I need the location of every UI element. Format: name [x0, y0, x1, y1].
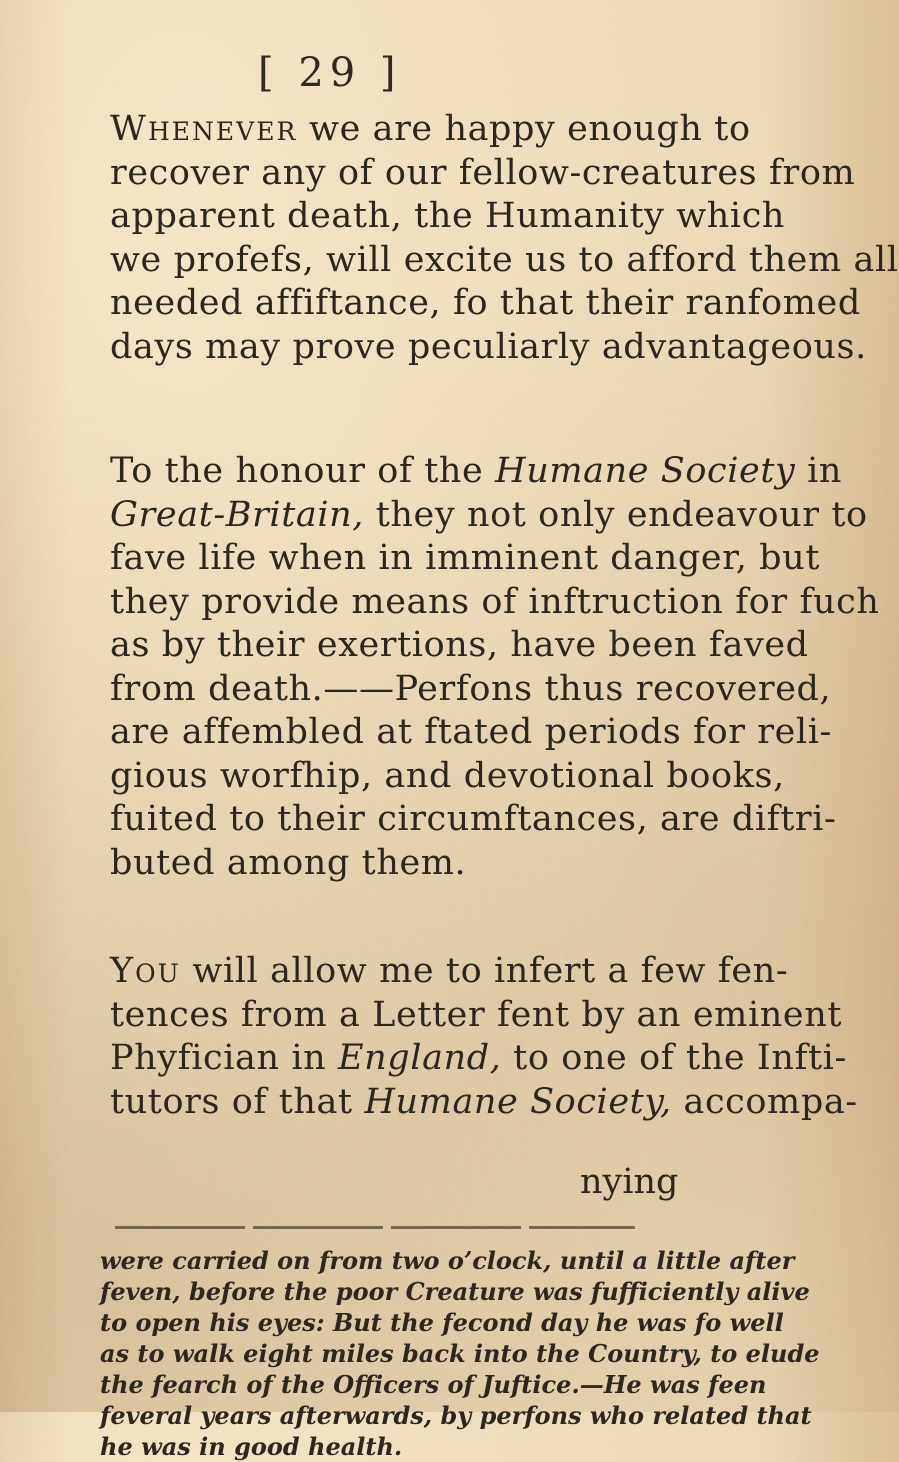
text-line: Great-Britain, they not only endeavour to: [110, 494, 868, 535]
text-line: tutors of that Humane Society, accompa-: [110, 1081, 858, 1122]
footnote-line: feven, before the poor Creature was fufficiently alive: [100, 1277, 810, 1306]
page-number: [ 29 ]: [258, 50, 402, 96]
text-line: days may prove peculiarly advantageous.: [110, 326, 867, 367]
text-line: as by their exertions, have been faved: [110, 625, 809, 665]
text-line: You will allow me to infert a few fen-: [110, 951, 789, 991]
text-line: Whenever we are happy enough to: [110, 109, 751, 149]
footnote-line: he was in good health.: [100, 1432, 403, 1461]
text-line: To the honour of the Humane Society in: [110, 451, 843, 491]
footnote-line: the fearch of the Officers of Juftice.—He was feen: [100, 1370, 767, 1399]
paragraph-3: [110, 950, 858, 1124]
text-line: buted among them.: [110, 842, 467, 883]
italic-phrase: England,: [338, 1038, 502, 1078]
text-line: we profefs, will excite us to afford them all: [110, 239, 899, 280]
italic-phrase: Humane Society,: [364, 1081, 672, 1122]
text-line: apparent death, the Humanity which: [110, 196, 786, 236]
text-line: are affembled at ftated periods for reli-: [110, 712, 832, 752]
text-line: fave life when in imminent danger, but: [110, 538, 820, 578]
footnote: [100, 1245, 820, 1462]
catchword: nying: [580, 1162, 679, 1202]
paragraph-1: [110, 108, 899, 369]
text-line: from death.——Perfons thus recovered,: [110, 668, 832, 709]
drop-word: You: [110, 951, 181, 991]
italic-phrase: Humane Society: [495, 451, 796, 491]
text-line: fuited to their circumftances, are diftri-: [110, 799, 837, 839]
text-line: recover any of our fellow-creatures from: [110, 152, 856, 193]
paragraph-2: [110, 450, 880, 885]
footnote-line: were carried on from two o’clock, until a little after: [100, 1246, 795, 1275]
text-line: gious worfhip, and devotional books,: [110, 755, 785, 796]
drop-word: Whenever: [110, 109, 298, 149]
italic-phrase: Great-Britain,: [110, 494, 364, 535]
text-line: Phyfician in England, to one of the Infti-: [110, 1038, 847, 1078]
footnote-line: feveral years afterwards, by perfons who related that: [100, 1401, 812, 1430]
footnote-rule: [115, 1226, 635, 1229]
text-line: they provide means of inftruction for fuch: [110, 581, 880, 622]
text-line: needed affiftance, fo that their ranfomed: [110, 283, 861, 323]
footnote-line: as to walk eight miles back into the Country, to elude: [100, 1339, 820, 1368]
text-line: tences from a Letter fent by an eminent: [110, 994, 843, 1035]
footnote-line: to open his eyes: But the fecond day he was fo well: [100, 1308, 784, 1337]
